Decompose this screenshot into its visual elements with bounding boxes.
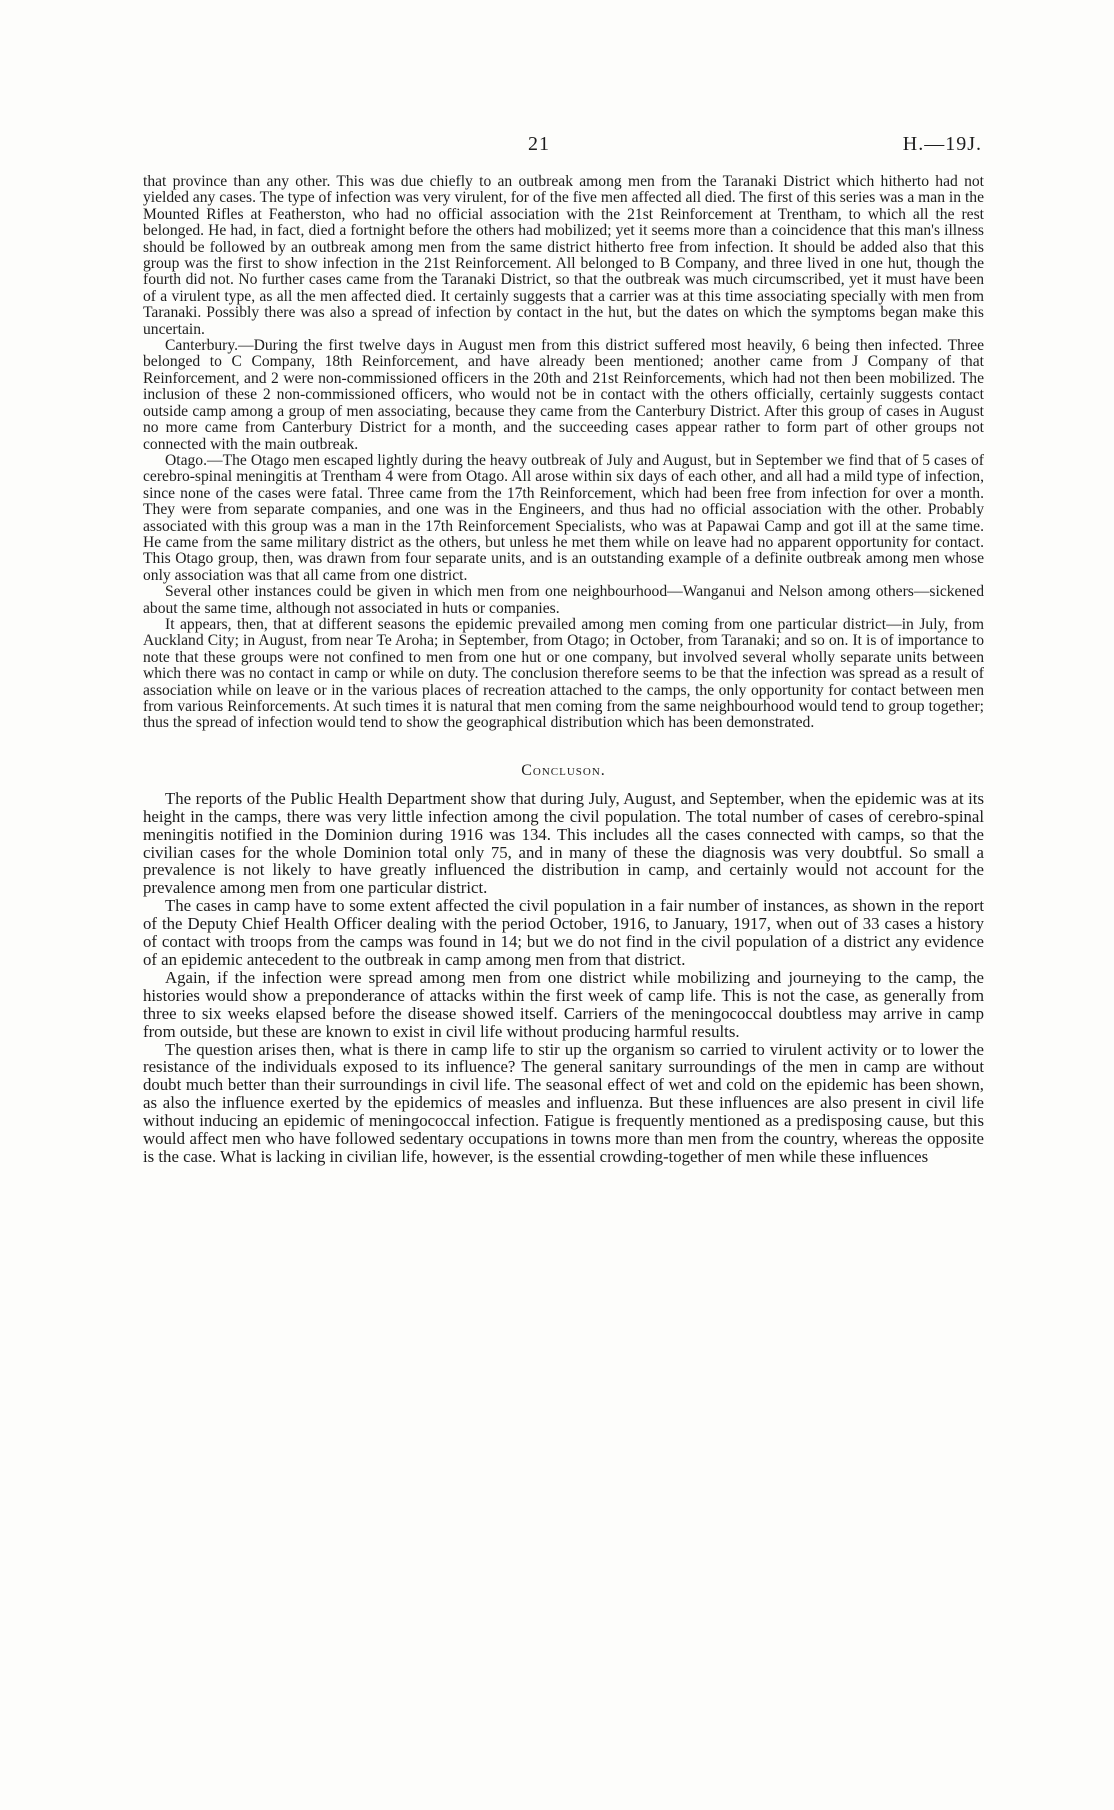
conclusion-paragraph: Again, if the infection were spread among men from one district while mobilizing and journeying to the camp, the histories would show a preponderance of attacks within the first week of camp life. This is not the case, as generally from three to six weeks elapsed before the disease showed itself. Carriers of the meningococcal doubtless may arrive in camp from outside, but these are known to exist in civil life without producing harmful results. [143, 967, 984, 1041]
document-reference: H.—19J. [902, 133, 982, 155]
paragraph-taranaki: that province than any other. This was due chiefly to an outbreak among men from the Taranaki District which hitherto had not yielded any cases. The type of infection was very virulent, for of the five men affected all died. The first of this series was a man in the Mounted Rifles at Featherston, who had no official association with the 21st Reinforcement at Trentham, to which all the rest belonged. He had, in fact, died a fortnight before the others had mobilized; yet it seems more than a coincidence that this man's illness should be followed by an outbreak among men from the same district hitherto free from infection. It should be added also that this group was the first to show infection in the 21st Reinforcement. All belonged to B Company, and three lived in one hut, though the fourth did not. No further cases came from the Taranaki District, so that the outbreak was much circumscribed, yet it must have been of a virulent type, as all the men affected died. It certainly suggests that a carrier was at this time associating specially with men from Taranaki. Possibly there was also a spread of infection by contact in the hut, but the dates on which the symptoms began make this uncertain. [143, 173, 984, 338]
body-text [143, 174, 984, 1166]
districts-section [143, 174, 984, 732]
paragraph-seasonal-summary: It appears, then, that at different seasons the epidemic prevailed among men coming from one particular district—in July, from Auckland City; in August, from near Te Aroha; in September, from Otago; in October, from Taranaki; and so on. It is of importance to note that these groups were not confined to men from one hut or one company, but involved several wholly separate units between which there was no contact in camp or while on duty. The conclusion therefore seems to be that the infection was spread as a result of association while on leave or in the various places of recreation attached to the camps, the only opportunity for contact between men from various Reinforcements. At such times it is natural that men coming from the same neighbourhood would tend to group together; thus the spread of infection would tend to show the geographical distribution which has been demonstrated. [143, 615, 984, 732]
conclusion-paragraph: The reports of the Public Health Department show that during July, August, and September, when the epidemic was at its height in the camps, there was very little infection among the civil population. The total number of cases of cerebro-spinal meningitis notified in the Dominion during 1916 was 134. This includes all the cases connected with camps, so that the civilian cases for the whole Dominion total only 75, and in many of these the diagnosis was very doubtful. So small a prevalence is not likely to have greatly influenced the distribution in camp, and certainly would not account for the prevalence among men from one particular district. [143, 788, 984, 898]
conclusion-paragraph: The question arises then, what is there in camp life to stir up the organism so carried to virulent activity or to lower the resistance of the individuals exposed to its influence? The general sanitary surroundings of the men in camp are without doubt much better than their surroundings in civil life. The seasonal effect of wet and cold on the epidemic has been shown, as also the influence exerted by the epidemics of measles and influenza. But these influences are also present in civil life without inducing an epidemic of meningococcal infection. Fatigue is frequently mentioned as a predisposing cause, but this would affect men who have followed sedentary occupations in towns more than men from the country, whereas the opposite is the case. What is lacking in civilian life, however, is the essential crowding-together of men while these influences [143, 1039, 984, 1166]
page-number: 21 [528, 133, 550, 155]
conclusion-paragraph: The cases in camp have to some extent affected the civil population in a fair number of instances, as shown in the report of the Deputy Chief Health Officer dealing with the period October, 1916, to January, 1917, when out of 33 cases a history of contact with troops from the camps was found in 14; but we do not find in the civil population of a district any evidence of an epidemic antecedent to the outbreak in camp among men from that district. [143, 896, 984, 969]
paragraph-other-instances: Several other instances could be given in which men from one neighbourhood—Wanganui and Nelson among others—sickened about the same time, although not associated in huts or companies. [143, 583, 984, 617]
conclusion-section [143, 790, 984, 1166]
paragraph-otago: Otago.—The Otago men escaped lightly during the heavy outbreak of July and August, but in September we find that of 5 cases of cerebro-spinal meningitis at Trentham 4 were from Otago. All arose within six days of each other, and all had a mild type of infection, since none of the cases were fatal. Three came from the 17th Reinforcement, which had been free from infection for over a month. They were from separate companies, and one was in the Engineers, and thus had no official association with the other. Probably associated with this group was a man in the 17th Reinforcement Specialists, who was at Papawai Camp and got ill at the same time. He came from the same military district as the others, but unless he met them while on leave had no apparent opportunity for contact. This Otago group, then, was drawn from four separate units, and is an outstanding example of a definite outbreak among men whose only association was that all came from one district. [143, 451, 984, 584]
conclusion-heading: Concluson. [521, 761, 606, 779]
paragraph-canterbury: Canterbury.—During the first twelve days in August men from this district suffered most heavily, 6 being then infected. Three belonged to C Company, 18th Reinforcement, and have already been mentioned; another came from J Company of that Reinforcement, and 2 were non-commissioned officers in the 20th and 21st Reinforcements, which had not then been mobilized. The inclusion of these 2 non-commissioned officers, who would not be in contact with the others officially, certainly suggests contact outside camp among a group of men associating, because they came from the Canterbury District. After this group of cases in August no more came from Canterbury District for a month, and the succeeding cases appear rather to form part of other groups not connected with the main outbreak. [143, 337, 984, 453]
